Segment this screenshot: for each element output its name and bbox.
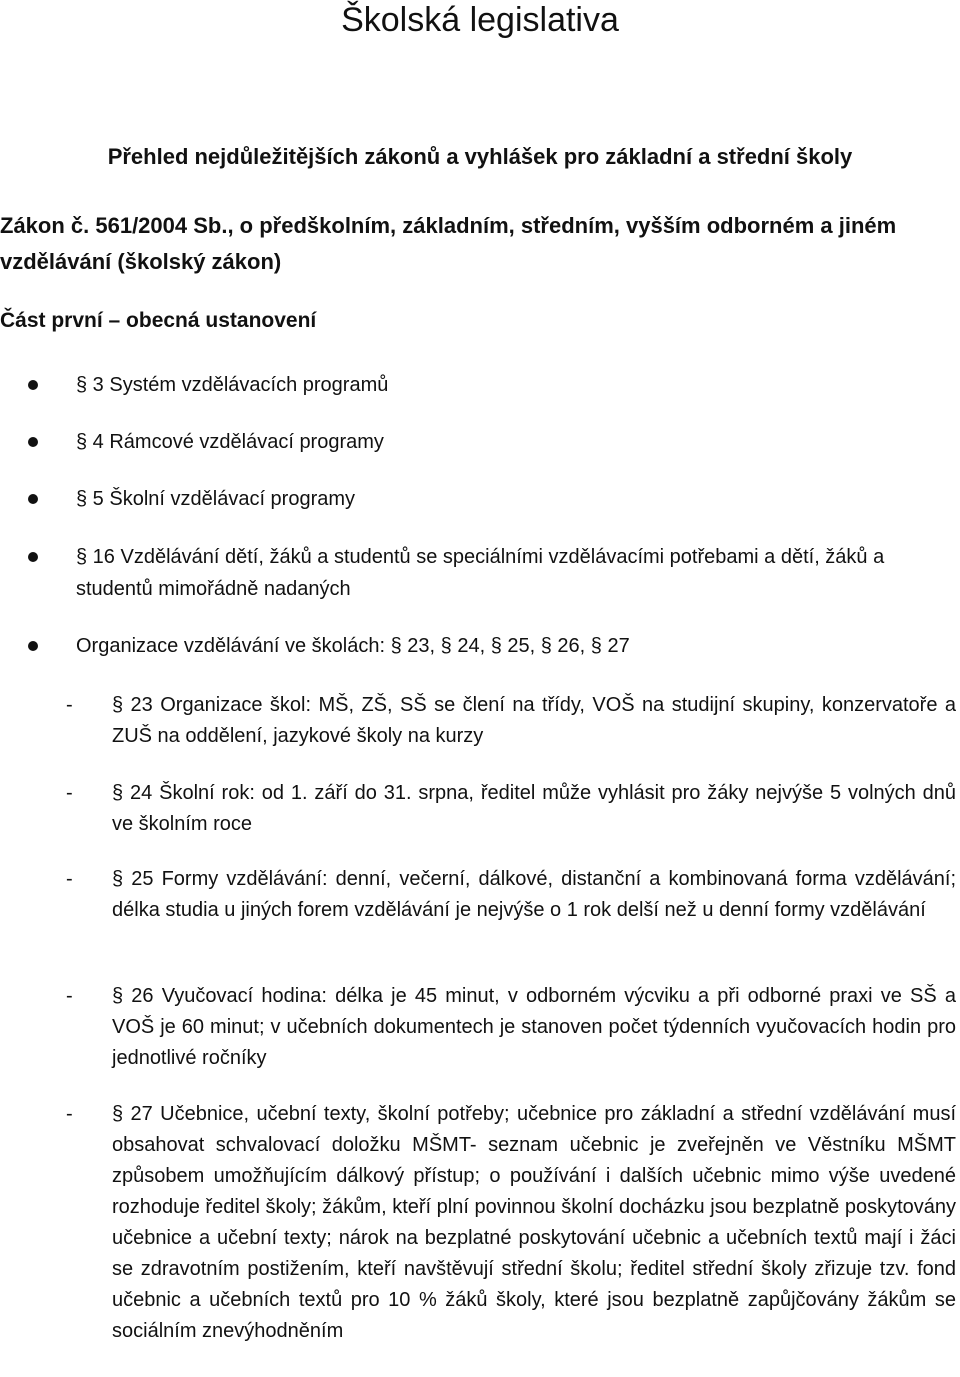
part-heading: Část první – obecná ustanovení <box>0 309 317 332</box>
dash-list-item-text: § 27 Učebnice, učební texty, školní potřeby; učebnice pro základní a střední vzdělávání musí obsahovat schvalovací doložku MŠMT- seznam učebnic je zveřejněn ve Věstníku MŠMT způsobem umožňujícím dálkový přístup; o používání i dalších učebnic mimo výše uvedené rozhoduje ředitel školy; žákům, kteří plní povinnou školní docházku jsou bezplatně poskytovány učebnice a učební texty; nárok na bezplatné poskytování učebnic a učebních textů mají i žáci se zdravotním postižením, kteří navštěvují střední školu; ředitel střední školy zřizuje tzv. fond učebnic a učebních textů pro 10 % žáků školy, které jsou bezplatně zapůjčovány žákům se sociálním znevýhodněním <box>112 1103 956 1342</box>
dash-list-item-text: § 26 Vyučovací hodina: délka je 45 minut, v odborném výcviku a při odborné praxi ve SŠ a VOŠ je 60 minut; v učebních dokumentech je stanoven počet týdenních vyučovacích hodin pro jednotlivé ročníky <box>112 985 956 1069</box>
list-item-text: Organizace vzdělávání ve školách: § 23, § 24, § 25, § 26, § 27 <box>76 635 630 657</box>
list-item-text: § 4 Rámcové vzdělávací programy <box>76 431 384 453</box>
dash-marker: - <box>66 782 73 804</box>
dash-marker: - <box>66 1103 73 1125</box>
dash-list-item-text: § 24 Školní rok: od 1. září do 31. srpna, ředitel může vyhlásit pro žáky nejvýše 5 volných dnů ve školním roce <box>112 782 956 835</box>
law-title: Zákon č. 561/2004 Sb., o předškolním, základním, středním, vyšším odborném a jiném vzdělávání (školský zákon) <box>0 213 897 274</box>
bullet-icon <box>28 437 38 447</box>
bullet-icon <box>28 494 38 504</box>
list-item-text: § 5 Školní vzdělávací programy <box>76 488 356 510</box>
bullet-icon <box>28 380 38 390</box>
dash-marker: - <box>66 985 73 1007</box>
dash-list-item-text: § 23 Organizace škol: MŠ, ZŠ, SŠ se člení na třídy, VOŠ na studijní skupiny, konzervatoře a ZUŠ na oddělení, jazykové školy na kurzy <box>112 694 956 747</box>
dash-marker: - <box>66 868 73 890</box>
list-item-text: § 16 Vzdělávání dětí, žáků a studentů se speciálními vzdělávacími potřebami a dětí, žáků a studentů mimořádně nadaných <box>76 546 885 600</box>
dash-list-item-text: § 25 Formy vzdělávání: denní, večerní, dálkové, distanční a kombinovaná forma vzdělávání; délka studia u jiných forem vzdělávání je nejvýše o 1 rok delší než u denní formy vzdělávání <box>112 868 956 921</box>
bullet-icon <box>28 641 38 651</box>
list-item-text: § 3 Systém vzdělávacích programů <box>76 374 389 396</box>
document-subtitle: Přehled nejdůležitějších zákonů a vyhlášek pro základní a střední školy <box>107 144 853 169</box>
bullet-icon <box>28 552 38 562</box>
document-title: Školská legislativa <box>341 1 619 39</box>
dash-marker: - <box>66 694 73 716</box>
